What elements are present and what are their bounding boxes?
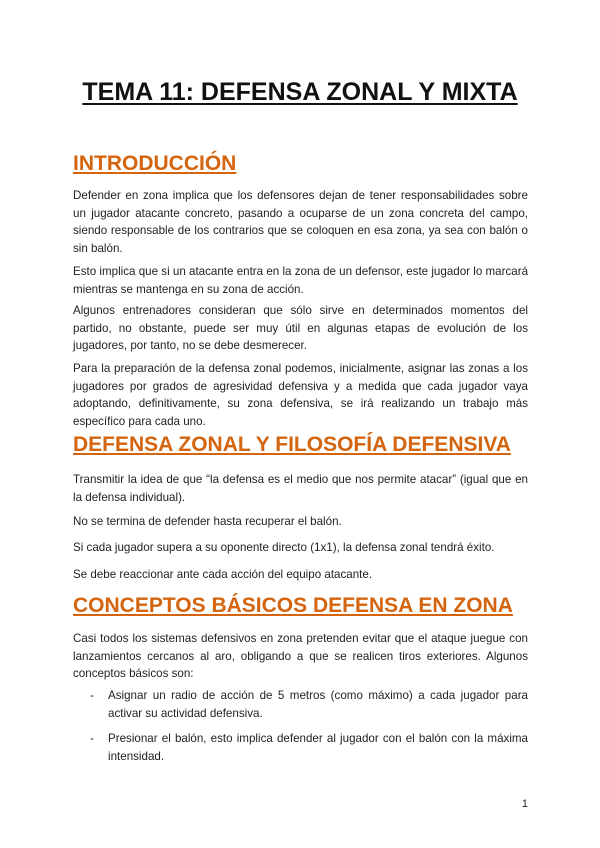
section-heading-defensa-zonal: DEFENSA ZONAL Y FILOSOFÍA DEFENSIVA [73, 433, 511, 456]
section-heading-introduccion: INTRODUCCIÓN [73, 152, 237, 175]
list-item [90, 687, 528, 722]
paragraph: Transmitir la idea de que “la defensa es el medio que nos permite atacar” (igual que en la defensa individual). [73, 473, 528, 504]
paragraph: Algunos entrenadores consideran que sólo sirve en determinados momentos del partido, no obstante, puede ser muy útil en algunas etapas de evolución de los jugadores, por tanto, no se debe desmerecer. [73, 304, 528, 353]
bullet-marker: - [90, 732, 94, 745]
list-item-text: Asignar un radio de acción de 5 metros (como máximo) a cada jugador para activar su actividad defensiva. [108, 689, 528, 720]
paragraph: Casi todos los sistemas defensivos en zona pretenden evitar que el ataque juegue con lanzamientos cercanos al aro, obligando a que se realicen tiros exteriores. Algunos conceptos básicos son: [73, 632, 528, 681]
paragraph: Esto implica que si un atacante entra en la zona de un defensor, este jugador lo marcará mientras se mantenga en su zona de acción. [73, 265, 529, 296]
paragraph: Se debe reaccionar ante cada acción del equipo atacante. [73, 568, 373, 581]
section-heading-conceptos-basicos: CONCEPTOS BÁSICOS DEFENSA EN ZONA [73, 594, 513, 617]
bullet-marker: - [90, 689, 94, 702]
list-item [90, 730, 528, 765]
paragraph: Para la preparación de la defensa zonal podemos, inicialmente, asignar las zonas a los jugadores por grados de agresividad defensiva y a medida que cada jugador vaya adoptando, definitivamente, su zona defensiva, se irá realizando un trabajo más específico para cada uno. [73, 362, 528, 428]
page-number: 1 [521, 798, 528, 810]
paragraph: No se termina de defender hasta recuperar el balón. [73, 515, 342, 528]
list-item-text: Presionar el balón, esto implica defender al jugador con el balón con la máxima intensidad. [108, 732, 528, 763]
paragraph: Si cada jugador supera a su oponente directo (1x1), la defensa zonal tendrá éxito. [73, 541, 495, 554]
paragraph: Defender en zona implica que los defensores dejan de tener responsabilidades sobre un jugador atacante concreto, pasando a ocuparse de un zona concreta del campo, siendo responsable de los contrarios que se coloquen en esa zona, ya sea con balón o sin balón. [73, 189, 528, 255]
document-title: TEMA 11: DEFENSA ZONAL Y MIXTA [82, 78, 518, 106]
